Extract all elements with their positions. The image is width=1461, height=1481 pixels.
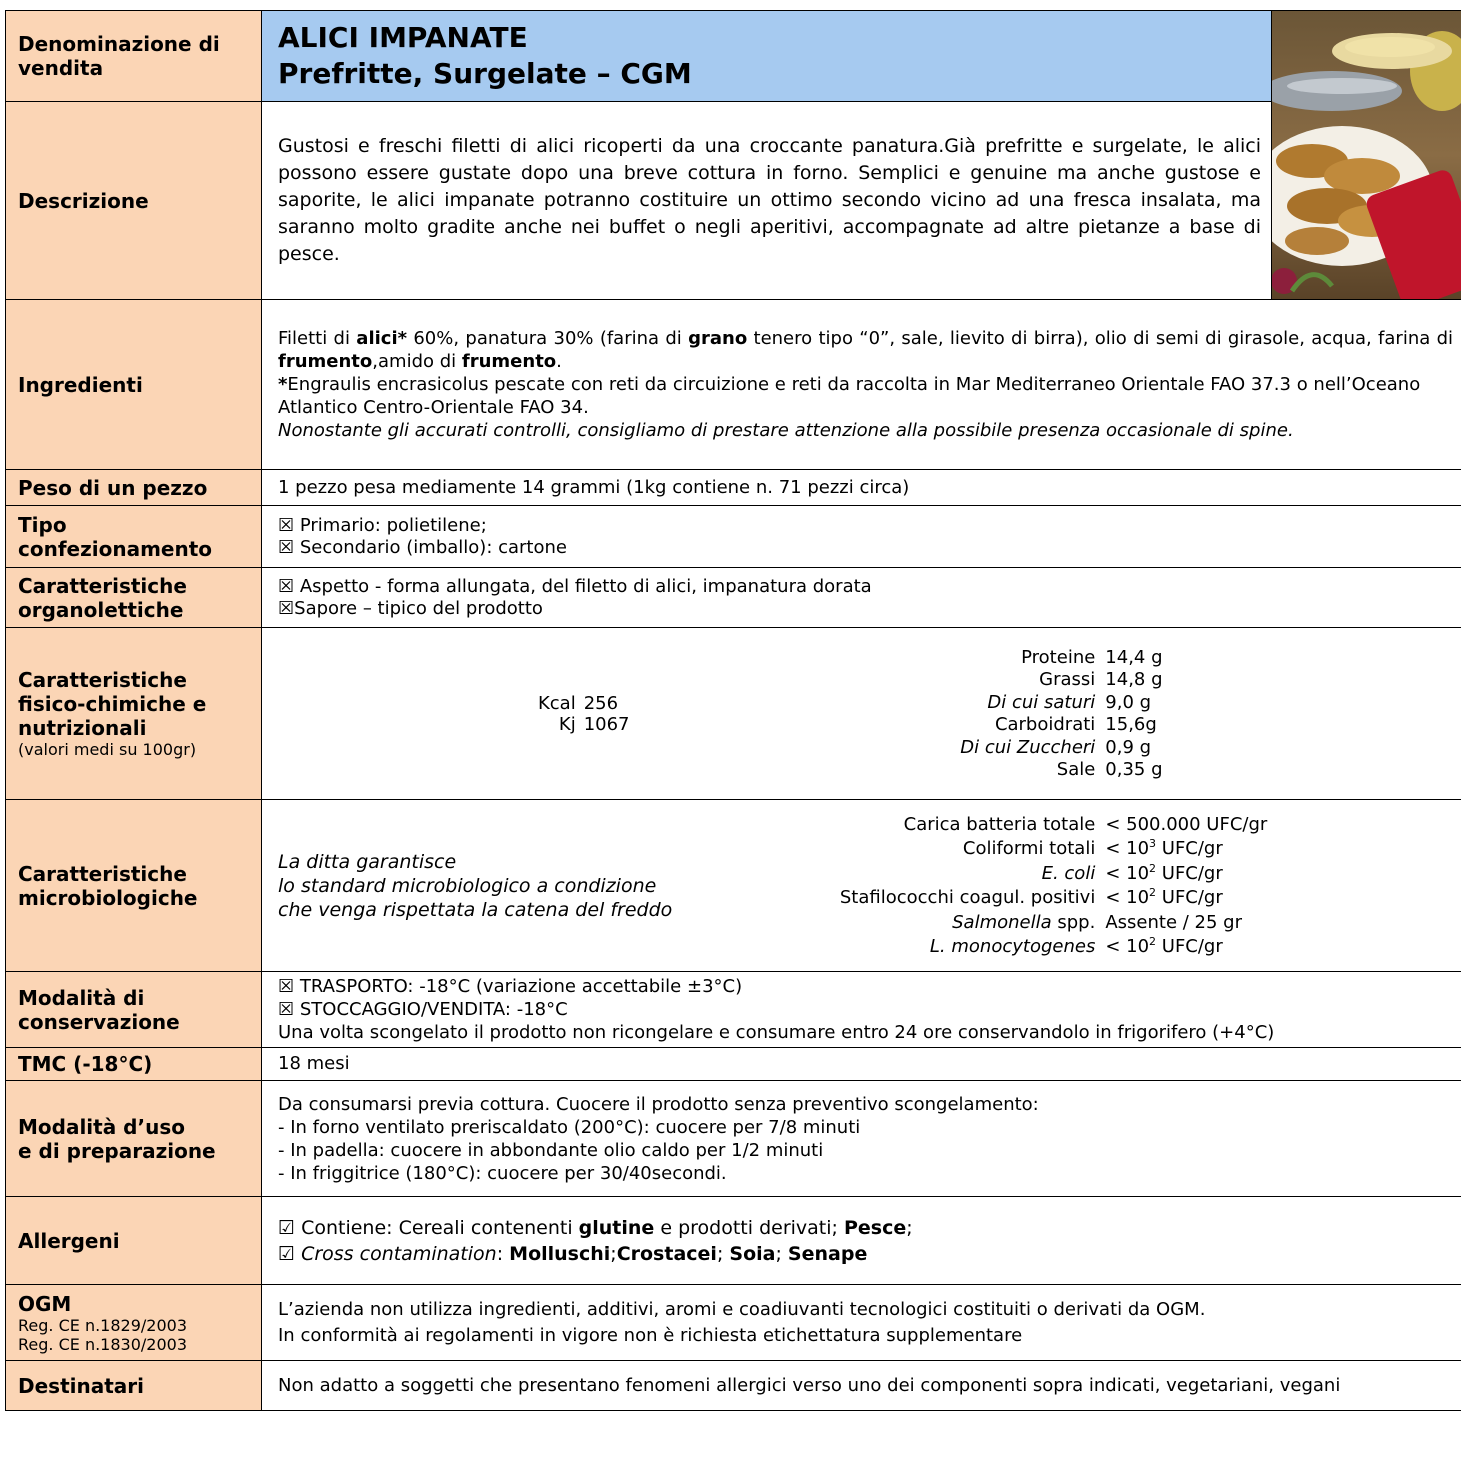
microbiology-table <box>262 812 1461 960</box>
microbe-value-exponent: 2 <box>1149 886 1157 899</box>
gmo-statement: L’azienda non utilizza ingredienti, additivi, aromi e coadiuvanti tecnologici costituiti o derivati da OGM. <box>278 1298 1206 1320</box>
nutrition-values <box>262 628 1461 800</box>
allergens-text-part: ; <box>716 1242 730 1265</box>
ingredients-allergen-wheat: grano <box>688 328 748 349</box>
microbiology-label-line1: Caratteristiche <box>18 861 187 886</box>
storage-transport: ☒ TRASPORTO: -18°C (variazione accettabile ±3°C) <box>278 976 743 997</box>
allergens-contains <box>278 1215 1453 1241</box>
usage-label-line1: Modalità d’uso <box>18 1114 185 1139</box>
ingredients-allergen-anchovies: alici* <box>356 328 408 349</box>
packaging-label <box>6 506 262 568</box>
energy-values <box>584 646 756 782</box>
microbe-value-staphylococci <box>1105 886 1461 911</box>
microbe-name-coliforms: Coliformi totali <box>962 838 1096 859</box>
shelf-life-value: 18 mesi <box>262 1048 1461 1081</box>
usage-values <box>262 1081 1461 1197</box>
usage-label <box>6 1081 262 1197</box>
gmo-labeling-note: In conformità ai regolamenti in vigore non è richiesta etichettatura supplementare <box>278 1324 1023 1346</box>
product-title-line1: ALICI IMPANATE <box>278 21 528 55</box>
gmo-label-title: OGM <box>18 1291 72 1316</box>
microbe-value-unit: UFC/gr <box>1156 887 1223 908</box>
microbe-name-salmonella-genus: Salmonella <box>952 911 1052 933</box>
microbe-values <box>1095 812 1461 960</box>
usage-pan: - In padella: cuocere in abbondante olio caldo per 1/2 minuti <box>278 1139 824 1161</box>
nutrition-label-line3: nutrizionali <box>18 716 147 740</box>
microbe-value-unit: UFC/gr <box>1156 838 1223 859</box>
microbe-name-salmonella <box>770 911 1096 936</box>
microbiology-note-line2: lo standard microbiologico a condizione <box>278 874 657 897</box>
allergens-label: Allergeni <box>6 1197 262 1285</box>
nutrient-name-carbs: Carboidrati <box>994 714 1096 735</box>
nutrient-names <box>756 646 1096 782</box>
sales-name-label-line1: Denominazione di <box>18 32 220 57</box>
packaging-label-line2: confezionamento <box>18 536 213 561</box>
allergen-fish: Pesce <box>843 1216 907 1239</box>
nutrient-name-salt: Sale <box>1056 759 1096 780</box>
product-title-line2: Prefritte, Surgelate – CGM <box>278 57 692 91</box>
ingredients-text <box>262 300 1461 470</box>
allergens-text-part: ; <box>906 1216 913 1239</box>
microbe-value-exponent: 3 <box>1149 837 1157 850</box>
microbe-name-total-bacteria: Carica batteria totale <box>903 813 1096 835</box>
cross-contamination-label: Cross contamination <box>301 1242 497 1265</box>
footnote-text: Engraulis encrasicolus pescate con reti da circuizione e reti da raccolta in Mar Mediterraneo Orientale FAO 37.3 o nell’Oceano Atlantico Centro-Orientale FAO 34. <box>278 374 1421 418</box>
storage-values <box>262 972 1461 1048</box>
microbe-value-total-bacteria: < 500.000 UFC/gr <box>1105 813 1268 835</box>
usage-oven: - In forno ventilato preriscaldato (200°C): cuocere per 7/8 minuti <box>278 1116 861 1138</box>
storage-sale: ☒ STOCCAGGIO/VENDITA: -18°C <box>278 999 568 1020</box>
allergen-molluscs: Molluschi <box>509 1242 611 1265</box>
allergen-gluten: glutine <box>578 1216 655 1239</box>
microbe-value-unit: UFC/gr <box>1156 936 1223 957</box>
microbe-value-exponent: 2 <box>1149 935 1157 948</box>
nutrient-value-carbs: 15,6g <box>1105 714 1157 735</box>
microbe-value-unit: UFC/gr <box>1156 862 1223 884</box>
nutrient-value-proteins: 14,4 g <box>1105 646 1163 668</box>
description-text: Gustosi e freschi filetti di alici ricoperti da una croccante panatura.Già prefritte e surgelate, le alici possono essere gustate dopo una breve cottura in forno. Semplici e genuine ma anche gustose e saporite, le alici impanate potranno costituire un ottimo secondo vicino ad una fresca insalata, ma saranno molto gradite anche nei buffet o negli aperitivi, accompagnate ad altre pietanze a base di pesce. <box>262 102 1272 300</box>
ingredients-text-part: ,amido di <box>372 351 462 372</box>
allergens-values <box>262 1197 1461 1285</box>
packaging-primary: ☒ Primario: polietilene; <box>278 514 487 536</box>
microbiology-label-line2: microbiologiche <box>18 885 198 910</box>
gmo-values <box>262 1285 1461 1361</box>
ingredients-main <box>278 327 1453 373</box>
microbe-value-listeria <box>1105 935 1461 960</box>
weight-text: 1 pezzo pesa mediamente 14 grammi (1kg contiene n. 71 pezzi circa) <box>262 470 1461 506</box>
weight-label: Peso di un pezzo <box>6 470 262 506</box>
packaging-values <box>262 506 1461 568</box>
packaging-secondary: ☒ Secondario (imballo): cartone <box>278 536 567 558</box>
ingredients-label: Ingredienti <box>6 300 262 470</box>
microbiology-values <box>262 800 1461 972</box>
ingredients-allergen-wheat: frumento <box>278 351 373 372</box>
organoleptic-label <box>6 568 262 628</box>
shelf-life-label: TMC (-18°C) <box>6 1048 262 1081</box>
nutrient-name-sugars: Di cui Zuccheri <box>960 736 1096 758</box>
organoleptic-label-line1: Caratteristiche <box>18 573 187 598</box>
nutrition-label-line1: Caratteristiche <box>18 668 187 692</box>
allergens-text-part: ; <box>610 1242 617 1265</box>
microbe-value-base: < 10 <box>1105 838 1150 859</box>
storage-label <box>6 972 262 1048</box>
allergens-text-part: : <box>496 1242 510 1265</box>
microbiology-note-line3: che venga rispettata la catena del freddo <box>278 898 673 921</box>
packaging-label-line1: Tipo <box>18 512 67 537</box>
allergens-text-part: ; <box>775 1242 788 1265</box>
organoleptic-values <box>262 568 1461 628</box>
ingredients-footnote <box>278 373 1453 419</box>
target-consumers-text: Non adatto a soggetti che presentano fenomeni allergici verso uno dei componenti sopra indicati, vegetariani, vegani <box>262 1361 1461 1411</box>
target-consumers-label: Destinatari <box>6 1361 262 1411</box>
microbe-value-base: < 10 <box>1105 862 1150 884</box>
microbe-names <box>770 812 1096 960</box>
microbe-value-salmonella: Assente / 25 gr <box>1105 911 1242 933</box>
sales-name-label-line2: vendita <box>18 56 104 81</box>
description-label: Descrizione <box>6 102 262 300</box>
gmo-reg-1830: Reg. CE n.1830/2003 <box>18 1334 187 1354</box>
microbe-name-staphylococci: Stafilococchi coagul. positivi <box>839 887 1096 908</box>
allergens-text-part: ☑ Contiene: Cereali contenenti <box>278 1216 579 1239</box>
sales-name-label <box>6 11 262 102</box>
product-photo <box>1272 11 1461 300</box>
nutrition-label-line2: fisico-chimiche e <box>18 692 207 716</box>
microbe-name-salmonella-spp: spp. <box>1051 911 1096 933</box>
microbe-name-listeria: L. monocytogenes <box>929 936 1096 957</box>
gmo-reg-1829: Reg. CE n.1829/2003 <box>18 1315 187 1335</box>
microbe-name-ecoli: E. coli <box>1041 862 1096 884</box>
nutrient-value-fats: 14,8 g <box>1105 669 1163 690</box>
energy-names <box>262 646 584 782</box>
usage-label-line2: e di preparazione <box>18 1138 216 1163</box>
fried-anchovies-photo <box>1272 11 1461 299</box>
ingredients-text-part: . <box>556 351 562 372</box>
allergen-crustaceans: Crostacei <box>616 1242 717 1265</box>
nutrition-label <box>6 628 262 800</box>
organoleptic-label-line2: organolettiche <box>18 597 184 622</box>
ingredients-warning: Nonostante gli accurati controlli, consigliamo di prestare attenzione alla possibile presenza occasionale di spine. <box>278 420 1294 441</box>
organoleptic-taste: ☒Sapore – tipico del prodotto <box>278 597 543 619</box>
allergens-cross-contamination <box>278 1241 1453 1267</box>
ingredients-text-part: 60%, panatura 30% (farina di <box>407 328 689 349</box>
organoleptic-appearance: ☒ Aspetto - forma allungata, del filetto di alici, impanatura dorata <box>278 575 872 597</box>
energy-kj-name: Kj <box>558 713 576 735</box>
nutrient-value-saturated: 9,0 g <box>1105 691 1152 713</box>
nutrition-table <box>262 646 1461 782</box>
storage-thawed-note: Una volta scongelato il prodotto non ricongelare e consumare entro 24 ore conservandolo in frigorifero (+4°C) <box>278 1022 1275 1043</box>
nutrient-name-fats: Grassi <box>1039 669 1096 690</box>
allergen-mustard: Senape <box>787 1242 868 1265</box>
microbiology-note <box>262 812 770 960</box>
nutrient-name-proteins: Proteine <box>1021 646 1096 668</box>
footnote-asterisk: * <box>278 374 288 395</box>
usage-intro: Da consumarsi previa cottura. Cuocere il prodotto senza preventivo scongelamento: <box>278 1093 1039 1115</box>
microbiology-label <box>6 800 262 972</box>
ingredients-allergen-wheat: frumento <box>461 351 557 372</box>
energy-kj-value: 1067 <box>583 713 630 735</box>
nutrient-value-sugars: 0,9 g <box>1105 736 1152 758</box>
product-title <box>262 11 1272 102</box>
energy-kcal-value: 256 <box>583 692 619 714</box>
allergens-text-part: ☑ <box>278 1242 302 1265</box>
microbe-value-exponent: 2 <box>1149 861 1157 875</box>
nutrient-values <box>1095 646 1461 782</box>
energy-kcal-name: Kcal <box>537 692 576 714</box>
microbe-value-coliforms <box>1105 837 1461 862</box>
storage-label-line2: conservazione <box>18 1009 180 1034</box>
nutrient-name-saturated: Di cui saturi <box>987 691 1096 713</box>
microbe-value-base: < 10 <box>1105 887 1150 908</box>
ingredients-text-part: Filetti di <box>278 328 357 349</box>
microbe-value-base: < 10 <box>1105 936 1150 957</box>
microbe-value-ecoli <box>1105 862 1461 887</box>
allergens-text-part: e prodotti derivati; <box>654 1216 844 1239</box>
microbiology-note-line1: La ditta garantisce <box>278 850 457 873</box>
allergen-soy: Soia <box>729 1242 776 1265</box>
storage-label-line1: Modalità di <box>18 985 145 1010</box>
product-spec-sheet <box>5 10 1461 1411</box>
nutrient-value-salt: 0,35 g <box>1105 759 1163 780</box>
gmo-label <box>6 1285 262 1361</box>
ingredients-text-part: tenero tipo “0”, sale, lievito di birra), olio di semi di girasole, acqua, farina di <box>747 328 1454 349</box>
usage-fryer: - In friggitrice (180°C): cuocere per 30/40secondi. <box>278 1162 727 1184</box>
nutrition-label-note: (valori medi su 100gr) <box>18 740 197 759</box>
